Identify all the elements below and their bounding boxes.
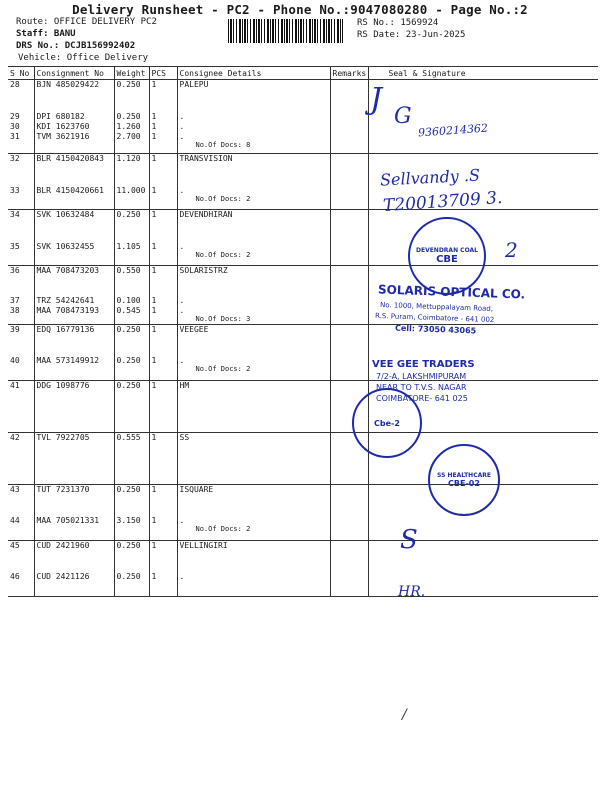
docs-count: No.Of Docs: 2 [195, 365, 251, 373]
cell-sno: 37 [10, 295, 20, 305]
cell-remarks [330, 210, 368, 242]
table-row [8, 356, 598, 380]
stamp-veegee-address-3: COIMBATORE- 641 025 [376, 394, 468, 403]
cell-consignment-no: MAA 573149912 [34, 356, 114, 380]
vehicle-label: Vehicle: Office Delivery [18, 53, 149, 63]
cell-consignee: . No.Of Docs: 2 [177, 186, 330, 210]
cell-remarks [330, 154, 368, 186]
cell-sno: 32 [10, 154, 20, 163]
cell-consignee [177, 80, 330, 112]
consignee-name: ISQUARE [179, 484, 214, 494]
stamp-solaris-name: SOLARIS OPTICAL CO. [377, 282, 526, 302]
table-row [8, 210, 598, 242]
cell-sno: 33 [8, 186, 34, 210]
cell-sno: 44 [8, 516, 34, 540]
cell-sno: 29 [10, 111, 20, 121]
cell-remarks [330, 112, 368, 122]
rs-number: RS No.: 1569924 [357, 18, 439, 28]
table-row [8, 572, 598, 596]
signature-transvision: Sellvandy .S [379, 165, 481, 190]
barcode-image [228, 19, 343, 43]
cell-pcs: 1 [149, 356, 177, 380]
cell-consignee: . No.Of Docs: 8 [177, 132, 330, 154]
cell-consignment-no: TUT 7231370 [34, 484, 114, 516]
cell-remarks [330, 356, 368, 380]
cell-consignment-no: TRZ 54242641 [34, 296, 114, 306]
cell-remarks [330, 296, 368, 306]
cell-sno: 34 [10, 210, 20, 219]
signature-transvision-number: T20013709 3. [382, 187, 504, 217]
cell-consignment-no: MAA 708473203 [34, 266, 114, 296]
cell-weight: 0.550 [114, 266, 149, 296]
cell-consignee: . [177, 296, 330, 306]
docs-count: No.Of Docs: 2 [195, 250, 251, 259]
cell-remarks [330, 572, 368, 596]
stamp-hm-center: Cbe-2 [374, 418, 400, 428]
cell-pcs: 1 [149, 516, 177, 540]
cell-consignment-no: SVK 10632455 [34, 242, 114, 266]
cell-sno: 45 [10, 540, 20, 550]
col-consignment-no: Consignment No [34, 67, 114, 80]
cell-sno: 40 [8, 356, 34, 380]
cell-sno: 35 [8, 242, 34, 266]
cell-sno: 39 [10, 324, 20, 334]
cell-pcs: 1 [149, 112, 177, 122]
stamp-solaris-cell: Cell: 73050 43065 [394, 323, 477, 336]
consignee-name: TRANSVISION [179, 154, 233, 163]
consignee-name: DEVENDHIRAN [179, 210, 233, 219]
staff-label: Staff: BANU [16, 29, 76, 39]
cell-pcs: 1 [149, 572, 177, 596]
cell-consignment-no: DDG 1098776 [34, 380, 114, 432]
cell-consignee: . No.Of Docs: 2 [177, 242, 330, 266]
cell-sno: 46 [8, 572, 34, 596]
cell-consignee [177, 210, 330, 242]
cell-pcs: 1 [149, 186, 177, 210]
stamp-veegee-address-2: NEAR TO T.V.S. NAGAR [376, 383, 467, 392]
stamp-devendran-center: CBE [436, 254, 458, 265]
table-row [8, 516, 598, 540]
cell-consignment-no: KDI 1623760 [34, 122, 114, 132]
stamp-veegee-name: VEE GEE TRADERS [372, 359, 475, 370]
table-row [8, 380, 598, 432]
cell-weight: 0.250 [114, 572, 149, 596]
cell-remarks [330, 80, 368, 112]
cell-consignment-no: MAA 708473193 [34, 306, 114, 325]
page-title: Delivery Runsheet - PC2 - Phone No.:9047080280 - Page No.:2 [72, 2, 528, 17]
stamp-ss-healthcare [428, 444, 500, 516]
cell-consignment-no: CUD 2421960 [34, 540, 114, 572]
cell-weight: 1.105 [114, 242, 149, 266]
cell-weight: 0.545 [114, 306, 149, 325]
cell-sno: 42 [8, 432, 34, 484]
stamp-ss-name: SS HEALTHCARE [437, 472, 491, 479]
cell-consignment-no: MAA 705021331 [34, 516, 114, 540]
col-seal-signature: Seal & Signature [368, 67, 598, 80]
cell-weight: 0.250 [114, 540, 149, 572]
cell-consignee: . No.Of Docs: 3 [177, 306, 330, 325]
table-row [8, 154, 598, 186]
col-weight: Weight [114, 67, 149, 80]
cell-remarks [330, 306, 368, 325]
cell-consignee [177, 540, 330, 572]
cell-pcs: 1 [149, 132, 177, 154]
cell-sno: 41 [8, 380, 34, 432]
col-pcs: PCS [149, 67, 177, 80]
cell-weight: 0.250 [114, 484, 149, 516]
signature-palepu-phone: 9360214362 [417, 121, 489, 140]
table-row [8, 306, 598, 325]
cell-sno: 38 [8, 306, 34, 325]
cell-consignee [177, 484, 330, 516]
cell-weight: 11.000 [114, 186, 149, 210]
cell-consignee: . No.Of Docs: 2 [177, 356, 330, 380]
table-row [8, 432, 598, 484]
cell-weight: 0.250 [114, 112, 149, 122]
stamp-solaris-address-2: R.S. Puram, Coimbatore - 641 002 [374, 311, 495, 325]
cell-pcs: 1 [149, 210, 177, 242]
signature-devendhiran: 2 [505, 238, 518, 262]
consignee-name: PALEPU [179, 80, 209, 89]
col-sno: S No [8, 67, 34, 80]
rs-date: RS Date: 23-Jun-2025 [357, 30, 466, 40]
cell-remarks [330, 516, 368, 540]
cell-consignment-no: BLR 4150420843 [34, 154, 114, 186]
stamp-solaris-address-1: No. 1000, Mettuppalayam Road, [379, 301, 494, 313]
cell-pcs: 1 [149, 540, 177, 572]
cell-remarks [330, 186, 368, 210]
cell-sno: 36 [10, 266, 20, 275]
consignee-name: VELLINGIRI [179, 540, 228, 550]
docs-count: No.Of Docs: 2 [195, 194, 251, 203]
consignee-name: SOLARISTRZ [179, 266, 228, 275]
cell-remarks [330, 242, 368, 266]
cell-weight: 3.150 [114, 516, 149, 540]
cell-pcs: 1 [149, 242, 177, 266]
cell-pcs: 1 [149, 432, 177, 484]
cell-consignment-no: TVM 3621916 [34, 132, 114, 154]
cell-consignee: . No.Of Docs: 2 [177, 516, 330, 540]
signature-palepu-mark: G [394, 104, 412, 129]
cell-pcs: 1 [149, 122, 177, 132]
docs-count: No.Of Docs: 8 [195, 140, 251, 149]
cell-weight: 2.700 [114, 132, 149, 154]
cell-remarks [330, 484, 368, 516]
cell-weight: 0.250 [114, 356, 149, 380]
cell-pcs: 1 [149, 380, 177, 432]
docs-count: No.Of Docs: 2 [195, 525, 251, 533]
cell-pcs: 1 [149, 80, 177, 112]
cell-consignee [177, 324, 330, 356]
signature-vellingiri: HR. [398, 584, 426, 600]
cell-consignee [177, 380, 330, 432]
cell-weight: 0.100 [114, 296, 149, 306]
cell-consignment-no: DPI 680182 [34, 112, 114, 122]
cell-weight: 0.555 [114, 432, 149, 484]
table-row [8, 112, 598, 122]
consignee-name: VEEGEE [179, 324, 209, 334]
cell-pcs: 1 [149, 306, 177, 325]
docs-count: No.Of Docs: 3 [195, 314, 251, 323]
cell-weight: 0.250 [114, 80, 149, 112]
cell-weight: 1.120 [114, 154, 149, 186]
stamp-hm [352, 388, 422, 458]
table-row [8, 484, 598, 516]
cell-consignment-no: EDQ 16779136 [34, 324, 114, 356]
cell-consignee: . [177, 572, 330, 596]
signature-palepu: J [370, 82, 383, 117]
cell-sno: 43 [10, 484, 20, 494]
table-row [8, 324, 598, 356]
cell-consignee [177, 154, 330, 186]
cell-weight: 0.250 [114, 380, 149, 432]
consignee-name: SS [179, 432, 190, 442]
cell-consignee [177, 432, 330, 484]
table-row [8, 122, 598, 132]
cell-remarks [330, 540, 368, 572]
col-consignee-details: Consignee Details [177, 67, 330, 80]
cell-pcs: 1 [149, 296, 177, 306]
cell-weight: 0.250 [114, 210, 149, 242]
drs-number: DRS No.: DCJB156992402 [16, 41, 136, 51]
table-header-row [8, 67, 598, 80]
table-row [8, 132, 598, 154]
cell-remarks [330, 266, 368, 296]
stamp-devendran-name: DEVENDRAN COAL [415, 247, 478, 254]
cell-sno: 31 [8, 132, 34, 154]
cell-pcs: 1 [149, 154, 177, 186]
cell-consignee: . [177, 122, 330, 132]
cell-consignee: . [177, 112, 330, 122]
table-row [8, 186, 598, 210]
cell-sno: 30 [10, 121, 20, 131]
stamp-ss-center: CBE-02 [448, 479, 480, 488]
cell-sno: 28 [10, 80, 20, 89]
cell-consignment-no: BJN 485029422 [34, 80, 114, 112]
cell-pcs: 1 [149, 324, 177, 356]
consignee-name: HM [179, 380, 190, 390]
cell-consignment-no: TVL 7922705 [34, 432, 114, 484]
cell-remarks [330, 324, 368, 356]
cell-consignment-no: BLR 4150420661 [34, 186, 114, 210]
cell-pcs: 1 [149, 484, 177, 516]
cell-remarks [330, 132, 368, 154]
cell-remarks [330, 122, 368, 132]
runsheet-table [8, 66, 598, 597]
stamp-veegee-address-1: 7/2-A, LAKSHMIPURAM [376, 372, 467, 381]
table-row [8, 540, 598, 572]
cell-weight: 0.250 [114, 324, 149, 356]
cell-consignment-no: CUD 2421126 [34, 572, 114, 596]
signature-isquare: S [400, 525, 418, 555]
cell-consignee [177, 266, 330, 296]
cell-weight: 1.260 [114, 122, 149, 132]
pen-mark: / [402, 707, 407, 723]
table-row [8, 80, 598, 112]
cell-pcs: 1 [149, 266, 177, 296]
col-remarks: Remarks [330, 67, 368, 80]
route-label: Route: OFFICE DELIVERY PC2 [16, 17, 157, 27]
cell-consignment-no: SVK 10632484 [34, 210, 114, 242]
